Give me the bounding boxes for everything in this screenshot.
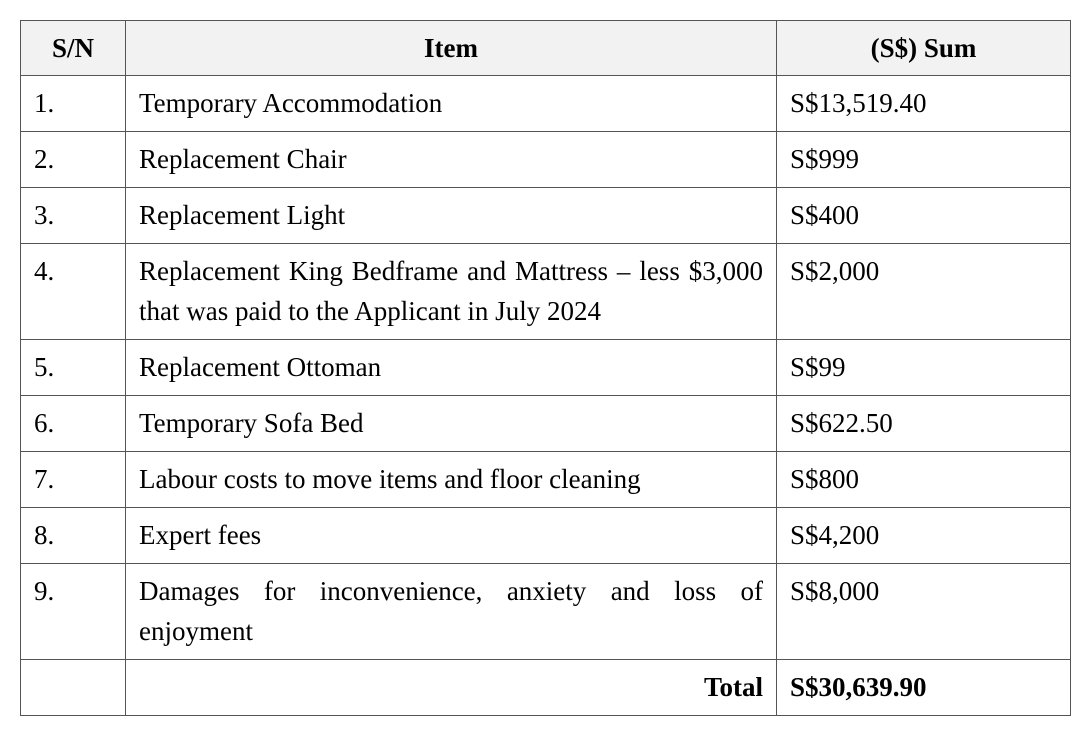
row-sn: 7. <box>21 452 126 508</box>
row-item: Expert fees <box>126 508 777 564</box>
header-sum: (S$) Sum <box>777 21 1071 76</box>
row-sn: 9. <box>21 564 126 660</box>
total-row <box>21 660 1071 716</box>
row-sn: 8. <box>21 508 126 564</box>
row-item: Replacement King Bedframe and Mattress – less $3,000 that was paid to the Applicant in July 2024 <box>126 244 777 340</box>
row-item: Replacement Ottoman <box>126 340 777 396</box>
row-item: Replacement Chair <box>126 132 777 188</box>
table-row <box>21 132 1071 188</box>
row-sn: 5. <box>21 340 126 396</box>
row-sn: 4. <box>21 244 126 340</box>
row-sn: 1. <box>21 76 126 132</box>
table-row <box>21 452 1071 508</box>
row-sum: S$2,000 <box>777 244 1071 340</box>
row-sum: S$400 <box>777 188 1071 244</box>
row-sum: S$8,000 <box>777 564 1071 660</box>
header-row <box>21 21 1071 76</box>
row-sum: S$999 <box>777 132 1071 188</box>
table-row <box>21 188 1071 244</box>
claims-table <box>20 20 1071 716</box>
row-item: Temporary Sofa Bed <box>126 396 777 452</box>
row-sum: S$4,200 <box>777 508 1071 564</box>
total-sn-empty <box>21 660 126 716</box>
row-item: Replacement Light <box>126 188 777 244</box>
row-item: Temporary Accommodation <box>126 76 777 132</box>
table-row <box>21 244 1071 340</box>
table-row <box>21 508 1071 564</box>
table-row <box>21 340 1071 396</box>
table-row <box>21 564 1071 660</box>
row-sum: S$800 <box>777 452 1071 508</box>
row-item: Labour costs to move items and floor cleaning <box>126 452 777 508</box>
header-item: Item <box>126 21 777 76</box>
table-header <box>21 21 1071 76</box>
row-sn: 2. <box>21 132 126 188</box>
row-sum: S$99 <box>777 340 1071 396</box>
row-sn: 6. <box>21 396 126 452</box>
table-row <box>21 396 1071 452</box>
row-item: Damages for inconvenience, anxiety and loss of enjoyment <box>126 564 777 660</box>
row-sn: 3. <box>21 188 126 244</box>
header-sn: S/N <box>21 21 126 76</box>
table-body <box>21 76 1071 716</box>
total-label: Total <box>126 660 777 716</box>
table-row <box>21 76 1071 132</box>
total-value: S$30,639.90 <box>777 660 1071 716</box>
row-sum: S$622.50 <box>777 396 1071 452</box>
row-sum: S$13,519.40 <box>777 76 1071 132</box>
